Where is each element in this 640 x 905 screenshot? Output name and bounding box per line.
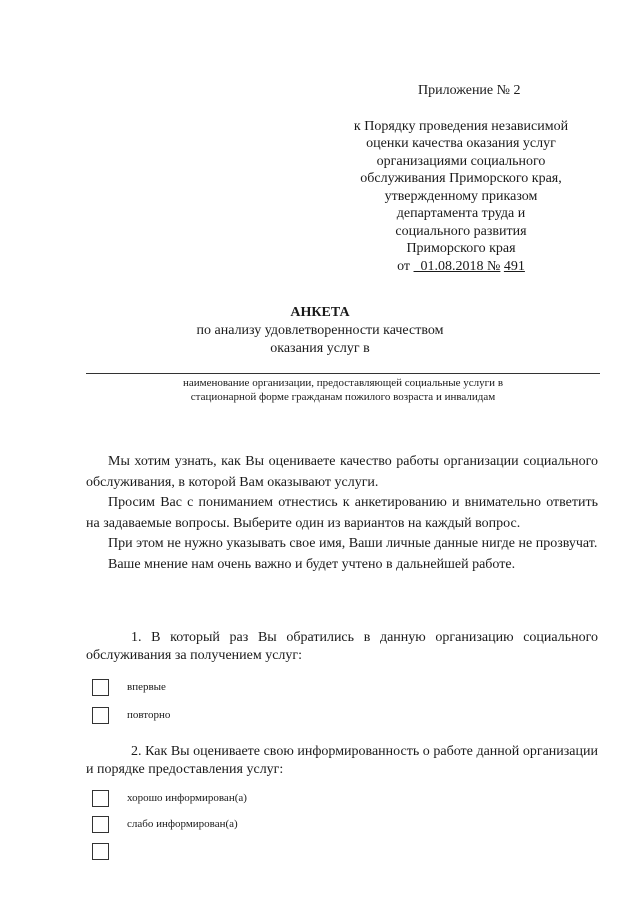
- organization-caption: [86, 376, 600, 404]
- intro-paragraph: Ваше мнение нам очень важно и будет учтено в дальнейшей работе.: [108, 556, 516, 572]
- option-first-time[interactable]: [92, 677, 166, 697]
- option-checkbox[interactable]: [92, 679, 109, 696]
- appendix-line: социального развития: [395, 223, 527, 239]
- option-poorly-informed[interactable]: [92, 814, 238, 834]
- appendix-line: к Порядку проведения независимой: [353, 118, 569, 134]
- organization-caption-line: наименование организации, предоставляющей социальные услуги в: [182, 377, 504, 389]
- intro-text: [86, 452, 598, 575]
- survey-title-block: [0, 304, 640, 358]
- survey-subtitle-line: оказания услуг в: [270, 341, 370, 356]
- question-text: 1. В который раз Вы обратились в данную организацию социального обслуживания за получением услуг:: [86, 630, 598, 663]
- appendix-line: оценки качества оказания услуг: [366, 136, 556, 151]
- appendix-line: Приморского края: [406, 241, 516, 256]
- question-2: [86, 743, 598, 779]
- option-label: хорошо информирован(а): [127, 792, 247, 804]
- order-number: 491: [503, 258, 525, 274]
- option-checkbox[interactable]: [92, 707, 109, 724]
- survey-title: АНКЕТА: [290, 305, 350, 320]
- organization-name-line[interactable]: [86, 373, 600, 374]
- appendix-line: департамента труда и: [396, 206, 526, 221]
- appendix-title: Приложение № 2: [418, 83, 521, 98]
- question-text: 2. Как Вы оцениваете свою информированность о работе данной организации и порядке предоставления услуг:: [86, 744, 598, 777]
- order-reference: [330, 258, 592, 276]
- question-1: [86, 629, 598, 665]
- option-checkbox[interactable]: [92, 790, 109, 807]
- order-prefix: от: [397, 258, 411, 274]
- intro-paragraph: При этом не нужно указывать свое имя, Ваши личные данные нигде не прозвучат.: [108, 536, 598, 551]
- survey-subtitle-line: по анализу удовлетворенности качеством: [196, 323, 444, 338]
- order-date: 01.08.2018: [413, 258, 488, 274]
- option-repeat[interactable]: [92, 705, 170, 725]
- appendix-block: [330, 82, 592, 275]
- appendix-line: утвержденному приказом: [384, 188, 538, 204]
- option-checkbox[interactable]: [92, 816, 109, 833]
- option-well-informed[interactable]: [92, 788, 247, 808]
- appendix-line: организациями социального: [376, 153, 546, 169]
- option-label: слабо информирован(а): [127, 818, 238, 830]
- order-number-sign: №: [487, 258, 501, 274]
- intro-paragraph: Просим Вас с пониманием отнестись к анкетированию и внимательно ответить на задаваемые вопросы. Выберите один из вариантов на каждый вопрос.: [86, 495, 598, 531]
- option-checkbox[interactable]: [92, 843, 109, 860]
- appendix-line: обслуживания Приморского края,: [360, 171, 562, 186]
- organization-caption-line: стационарной форме гражданам пожилого возраста и инвалидам: [190, 391, 496, 403]
- intro-paragraph: Мы хотим узнать, как Вы оцениваете качество работы организации социального обслуживания, в которой Вам оказывают услуги.: [86, 454, 598, 490]
- option-third[interactable]: [92, 841, 127, 861]
- option-label: повторно: [127, 709, 171, 721]
- option-label: впервые: [127, 681, 166, 693]
